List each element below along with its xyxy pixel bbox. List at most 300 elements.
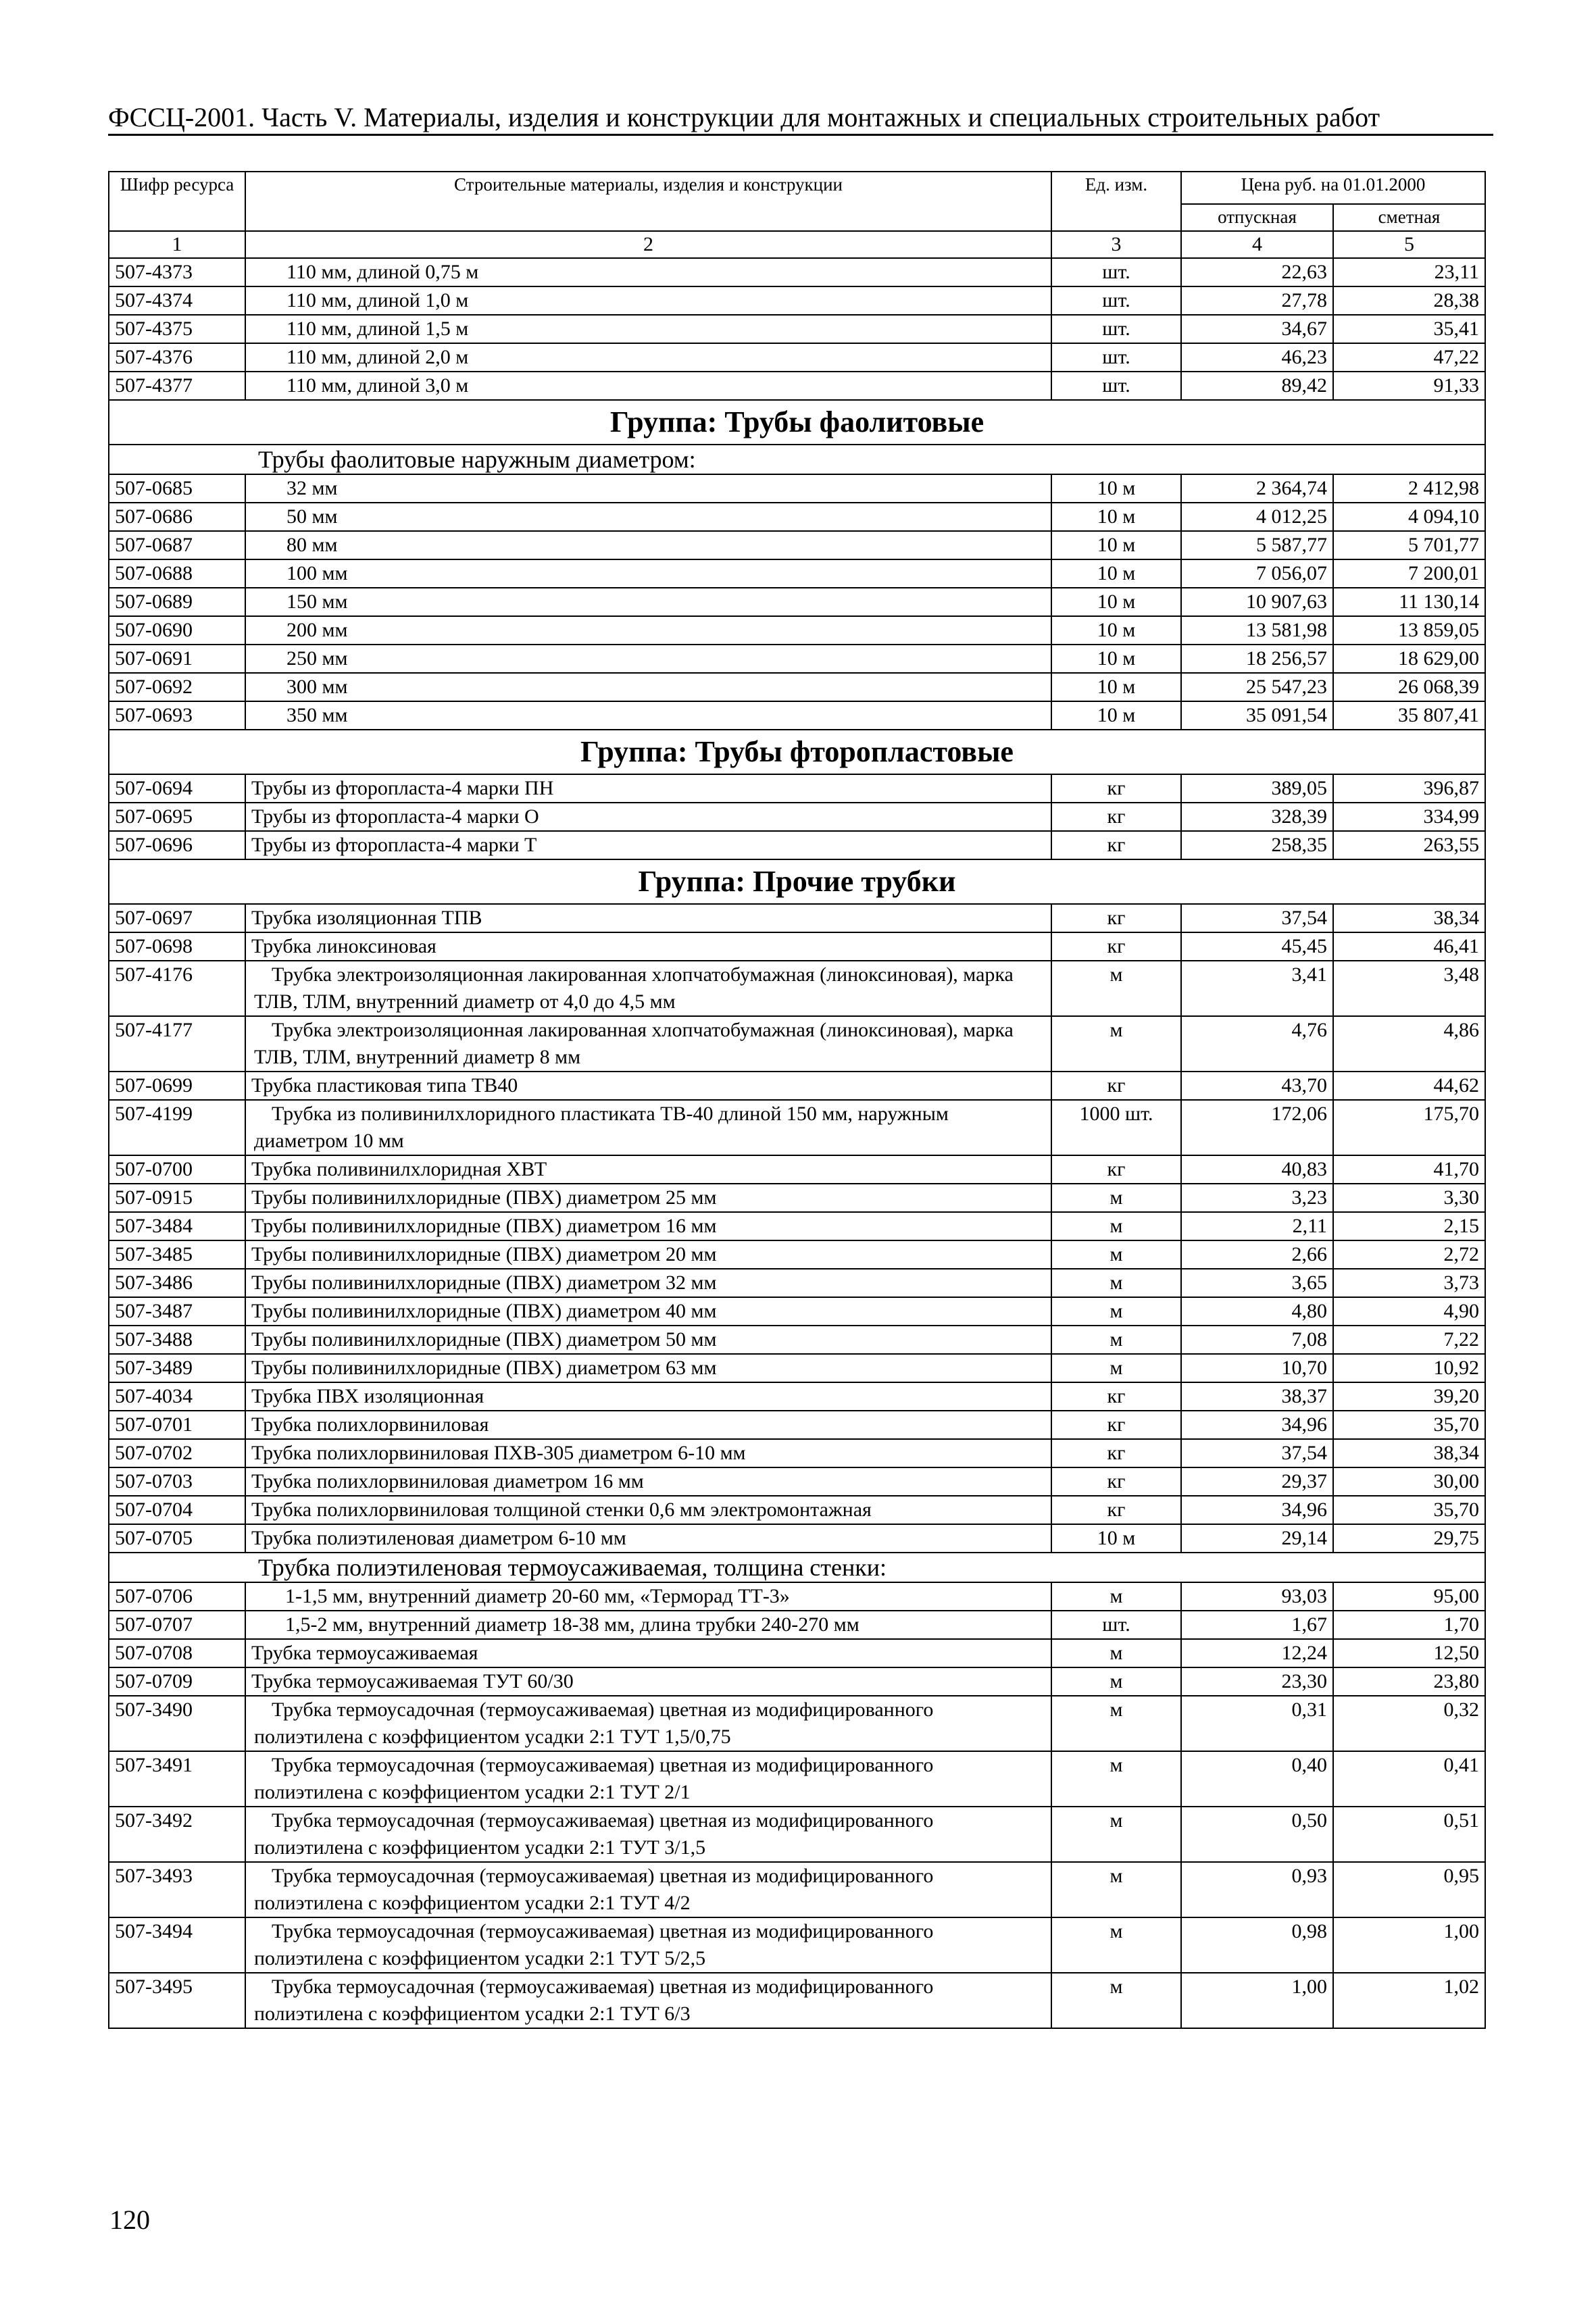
material-name: Трубы поливинилхлоридные (ПВХ) диаметром 25 мм: [245, 1184, 1051, 1212]
release-price: 7,08: [1181, 1326, 1333, 1354]
unit-of-measure: м: [1051, 1862, 1181, 1917]
material-name: Трубы из фторопласта-4 марки ПН: [245, 774, 1051, 803]
release-price: 3,41: [1181, 961, 1333, 1016]
release-price: 0,40: [1181, 1751, 1333, 1807]
release-price: 258,35: [1181, 831, 1333, 859]
estimate-price: 10,92: [1333, 1354, 1485, 1382]
unit-of-measure: кг: [1051, 803, 1181, 831]
material-name: Трубка термоусадочная (термоусаживаемая) цветная из модифицированного полиэтилена с коэффициентом усадки 2:1 ТУТ 6/3: [245, 1973, 1051, 2028]
resource-code: 507-0702: [109, 1439, 245, 1467]
table-row: [109, 904, 1485, 932]
subheading-row: [109, 445, 1485, 474]
release-price: 38,37: [1181, 1382, 1333, 1411]
unit-of-measure: м: [1051, 1751, 1181, 1807]
release-price: 22,63: [1181, 258, 1333, 286]
unit-of-measure: 10 м: [1051, 616, 1181, 645]
table-row: [109, 774, 1485, 803]
col-header-release-price: отпускная: [1181, 204, 1333, 231]
table-row: [109, 474, 1485, 503]
material-name: Трубка изоляционная ТПВ: [245, 904, 1051, 932]
release-price: 4,76: [1181, 1016, 1333, 1072]
unit-of-measure: 10 м: [1051, 474, 1181, 503]
resource-code: 507-0915: [109, 1184, 245, 1212]
unit-of-measure: кг: [1051, 1439, 1181, 1467]
unit-of-measure: м: [1051, 1269, 1181, 1297]
release-price: 27,78: [1181, 286, 1333, 315]
material-name: 1-1,5 мм, внутренний диаметр 20-60 мм, «Терморад ТТ-3»: [245, 1582, 1051, 1611]
estimate-price: 38,34: [1333, 1439, 1485, 1467]
group-title: Группа: Трубы фторопластовые: [109, 730, 1485, 774]
material-name: 1,5-2 мм, внутренний диаметр 18-38 мм, длина трубки 240-270 мм: [245, 1611, 1051, 1639]
material-name: Трубка полихлорвиниловая диаметром 16 мм: [245, 1467, 1051, 1496]
table-row: [109, 1212, 1485, 1240]
unit-of-measure: 10 м: [1051, 503, 1181, 531]
estimate-price: 3,73: [1333, 1269, 1485, 1297]
unit-of-measure: м: [1051, 1807, 1181, 1862]
material-name: 100 мм: [245, 559, 1051, 588]
table-row: [109, 1467, 1485, 1496]
resource-code: 507-3488: [109, 1326, 245, 1354]
resource-code: 507-4199: [109, 1100, 245, 1155]
estimate-price: 35,41: [1333, 315, 1485, 343]
material-name: Трубка термоусаживаемая ТУТ 60/30: [245, 1667, 1051, 1696]
resource-code: 507-3495: [109, 1973, 245, 2028]
table-row: [109, 1639, 1485, 1667]
group-heading-row: [109, 859, 1485, 904]
release-price: 7 056,07: [1181, 559, 1333, 588]
material-name: 250 мм: [245, 645, 1051, 673]
unit-of-measure: м: [1051, 1354, 1181, 1382]
release-price: 5 587,77: [1181, 531, 1333, 559]
resource-code: 507-3484: [109, 1212, 245, 1240]
estimate-price: 23,11: [1333, 258, 1485, 286]
table-row: [109, 503, 1485, 531]
estimate-price: 0,51: [1333, 1807, 1485, 1862]
unit-of-measure: м: [1051, 1016, 1181, 1072]
col-number: 1: [109, 231, 245, 258]
material-name: 50 мм: [245, 503, 1051, 531]
material-name: Трубка термоусадочная (термоусаживаемая) цветная из модифицированного полиэтилена с коэффициентом усадки 2:1 ТУТ 3/1,5: [245, 1807, 1051, 1862]
running-header: ФССЦ-2001. Часть V. Материалы, изделия и конструкции для монтажных и специальных строительных работ: [108, 102, 1380, 132]
unit-of-measure: м: [1051, 1973, 1181, 2028]
unit-of-measure: 10 м: [1051, 701, 1181, 730]
estimate-price: 5 701,77: [1333, 531, 1485, 559]
col-header-price-group: Цена руб. на 01.01.2000: [1181, 172, 1485, 204]
table-row: [109, 1439, 1485, 1467]
table-row: [109, 1016, 1485, 1072]
table-row: [109, 1297, 1485, 1326]
table-row: [109, 1862, 1485, 1917]
table-row: [109, 343, 1485, 372]
resource-code: 507-3492: [109, 1807, 245, 1862]
material-name: Трубка из поливинилхлоридного пластиката ТВ-40 длиной 150 мм, наружным диаметром 10 мм: [245, 1100, 1051, 1155]
material-name: 110 мм, длиной 1,0 м: [245, 286, 1051, 315]
material-name: Трубка полихлорвиниловая толщиной стенки 0,6 мм электромонтажная: [245, 1496, 1051, 1524]
resource-code: 507-0708: [109, 1639, 245, 1667]
table-row: [109, 961, 1485, 1016]
estimate-price: 30,00: [1333, 1467, 1485, 1496]
release-price: 25 547,23: [1181, 673, 1333, 701]
unit-of-measure: кг: [1051, 1496, 1181, 1524]
material-name: Трубы из фторопласта-4 марки О: [245, 803, 1051, 831]
material-name: 80 мм: [245, 531, 1051, 559]
col-number: 3: [1051, 231, 1181, 258]
resource-code: 507-3493: [109, 1862, 245, 1917]
estimate-price: 44,62: [1333, 1072, 1485, 1100]
material-name: Трубка полихлорвиниловая: [245, 1411, 1051, 1439]
release-price: 172,06: [1181, 1100, 1333, 1155]
resource-code: 507-0697: [109, 904, 245, 932]
estimate-price: 4,86: [1333, 1016, 1485, 1072]
resource-code: 507-4377: [109, 372, 245, 400]
material-name: Трубка термоусадочная (термоусаживаемая) цветная из модифицированного полиэтилена с коэффициентом усадки 2:1 ТУТ 4/2: [245, 1862, 1051, 1917]
unit-of-measure: м: [1051, 961, 1181, 1016]
estimate-price: 12,50: [1333, 1639, 1485, 1667]
estimate-price: 23,80: [1333, 1667, 1485, 1696]
table-row: [109, 1696, 1485, 1751]
estimate-price: 38,34: [1333, 904, 1485, 932]
unit-of-measure: кг: [1051, 1155, 1181, 1184]
group-heading-row: [109, 730, 1485, 774]
resource-code: 507-4177: [109, 1016, 245, 1072]
estimate-price: 1,02: [1333, 1973, 1485, 2028]
table-row: [109, 286, 1485, 315]
unit-of-measure: м: [1051, 1582, 1181, 1611]
table-row: [109, 673, 1485, 701]
subheading-row: [109, 1553, 1485, 1582]
material-name: 350 мм: [245, 701, 1051, 730]
release-price: 0,31: [1181, 1696, 1333, 1751]
material-name: Трубка полихлорвиниловая ПХВ-305 диаметром 6-10 мм: [245, 1439, 1051, 1467]
estimate-price: 35,70: [1333, 1411, 1485, 1439]
release-price: 328,39: [1181, 803, 1333, 831]
resource-code: 507-0705: [109, 1524, 245, 1553]
release-price: 34,96: [1181, 1411, 1333, 1439]
resource-code: 507-0707: [109, 1611, 245, 1639]
table-row: [109, 1354, 1485, 1382]
release-price: 29,14: [1181, 1524, 1333, 1553]
unit-of-measure: м: [1051, 1240, 1181, 1269]
estimate-price: 1,00: [1333, 1917, 1485, 1973]
release-price: 2,66: [1181, 1240, 1333, 1269]
material-name: 110 мм, длиной 3,0 м: [245, 372, 1051, 400]
estimate-price: 91,33: [1333, 372, 1485, 400]
unit-of-measure: м: [1051, 1667, 1181, 1696]
resource-code: 507-0706: [109, 1582, 245, 1611]
subheading: Трубка полиэтиленовая термоусаживаемая, толщина стенки:: [109, 1553, 1485, 1582]
resource-code: 507-0691: [109, 645, 245, 673]
estimate-price: 4,90: [1333, 1297, 1485, 1326]
material-name: Трубка линоксиновая: [245, 932, 1051, 961]
estimate-price: 26 068,39: [1333, 673, 1485, 701]
material-name: Трубка полиэтиленовая диаметром 6-10 мм: [245, 1524, 1051, 1553]
resource-code: 507-0690: [109, 616, 245, 645]
resource-code: 507-3486: [109, 1269, 245, 1297]
table-row: [109, 258, 1485, 286]
release-price: 93,03: [1181, 1582, 1333, 1611]
material-name: Трубка пластиковая типа ТВ40: [245, 1072, 1051, 1100]
price-table: [108, 171, 1486, 2029]
resource-code: 507-0692: [109, 673, 245, 701]
table-row: [109, 803, 1485, 831]
unit-of-measure: шт.: [1051, 315, 1181, 343]
table-row: [109, 1184, 1485, 1212]
col-header-name: Строительные материалы, изделия и конструкции: [245, 172, 1051, 231]
unit-of-measure: м: [1051, 1184, 1181, 1212]
release-price: 35 091,54: [1181, 701, 1333, 730]
estimate-price: 396,87: [1333, 774, 1485, 803]
resource-code: 507-4374: [109, 286, 245, 315]
estimate-price: 3,48: [1333, 961, 1485, 1016]
unit-of-measure: 10 м: [1051, 1524, 1181, 1553]
material-name: Трубы поливинилхлоридные (ПВХ) диаметром 16 мм: [245, 1212, 1051, 1240]
resource-code: 507-4176: [109, 961, 245, 1016]
unit-of-measure: кг: [1051, 1411, 1181, 1439]
resource-code: 507-0687: [109, 531, 245, 559]
unit-of-measure: кг: [1051, 1072, 1181, 1100]
unit-of-measure: шт.: [1051, 343, 1181, 372]
table-row: [109, 932, 1485, 961]
release-price: 37,54: [1181, 904, 1333, 932]
release-price: 0,98: [1181, 1917, 1333, 1973]
release-price: 89,42: [1181, 372, 1333, 400]
table-row: [109, 1667, 1485, 1696]
material-name: 150 мм: [245, 588, 1051, 616]
unit-of-measure: кг: [1051, 904, 1181, 932]
resource-code: 507-4373: [109, 258, 245, 286]
release-price: 1,00: [1181, 1973, 1333, 2028]
resource-code: 507-3487: [109, 1297, 245, 1326]
estimate-price: 95,00: [1333, 1582, 1485, 1611]
estimate-price: 263,55: [1333, 831, 1485, 859]
material-name: Трубы поливинилхлоридные (ПВХ) диаметром 63 мм: [245, 1354, 1051, 1382]
col-header-unit: Ед. изм.: [1051, 172, 1181, 231]
resource-code: 507-0686: [109, 503, 245, 531]
unit-of-measure: 10 м: [1051, 559, 1181, 588]
estimate-price: 7,22: [1333, 1326, 1485, 1354]
resource-code: 507-0695: [109, 803, 245, 831]
material-name: Трубка ПВХ изоляционная: [245, 1382, 1051, 1411]
table-row: [109, 1524, 1485, 1553]
table-row: [109, 701, 1485, 730]
material-name: Трубы поливинилхлоридные (ПВХ) диаметром 50 мм: [245, 1326, 1051, 1354]
unit-of-measure: м: [1051, 1696, 1181, 1751]
release-price: 4 012,25: [1181, 503, 1333, 531]
unit-of-measure: кг: [1051, 831, 1181, 859]
resource-code: 507-0698: [109, 932, 245, 961]
estimate-price: 7 200,01: [1333, 559, 1485, 588]
col-number: 4: [1181, 231, 1333, 258]
release-price: 13 581,98: [1181, 616, 1333, 645]
estimate-price: 11 130,14: [1333, 588, 1485, 616]
resource-code: 507-0696: [109, 831, 245, 859]
release-price: 34,67: [1181, 315, 1333, 343]
material-name: 300 мм: [245, 673, 1051, 701]
unit-of-measure: кг: [1051, 774, 1181, 803]
unit-of-measure: кг: [1051, 932, 1181, 961]
unit-of-measure: м: [1051, 1639, 1181, 1667]
estimate-price: 1,70: [1333, 1611, 1485, 1639]
release-price: 45,45: [1181, 932, 1333, 961]
estimate-price: 29,75: [1333, 1524, 1485, 1553]
material-name: Трубы поливинилхлоридные (ПВХ) диаметром 40 мм: [245, 1297, 1051, 1326]
table-row: [109, 1496, 1485, 1524]
release-price: 10,70: [1181, 1354, 1333, 1382]
release-price: 0,50: [1181, 1807, 1333, 1862]
table-row: [109, 645, 1485, 673]
page-number: 120: [109, 2205, 150, 2235]
subheading: Трубы фаолитовые наружным диаметром:: [109, 445, 1485, 474]
resource-code: 507-3491: [109, 1751, 245, 1807]
material-name: Трубка термоусадочная (термоусаживаемая) цветная из модифицированного полиэтилена с коэффициентом усадки 2:1 ТУТ 5/2,5: [245, 1917, 1051, 1973]
release-price: 23,30: [1181, 1667, 1333, 1696]
unit-of-measure: кг: [1051, 1382, 1181, 1411]
col-header-code: Шифр ресурса: [109, 172, 245, 231]
release-price: 37,54: [1181, 1439, 1333, 1467]
estimate-price: 28,38: [1333, 286, 1485, 315]
resource-code: 507-0704: [109, 1496, 245, 1524]
material-name: 32 мм: [245, 474, 1051, 503]
material-name: 110 мм, длиной 0,75 м: [245, 258, 1051, 286]
table-row: [109, 1917, 1485, 1973]
resource-code: 507-0709: [109, 1667, 245, 1696]
release-price: 18 256,57: [1181, 645, 1333, 673]
estimate-price: 2 412,98: [1333, 474, 1485, 503]
material-name: 200 мм: [245, 616, 1051, 645]
table-row: [109, 616, 1485, 645]
table-row: [109, 1973, 1485, 2028]
col-header-estimate-price: сметная: [1333, 204, 1485, 231]
release-price: 0,93: [1181, 1862, 1333, 1917]
group-heading-row: [109, 400, 1485, 445]
release-price: 12,24: [1181, 1639, 1333, 1667]
estimate-price: 2,15: [1333, 1212, 1485, 1240]
estimate-price: 0,41: [1333, 1751, 1485, 1807]
estimate-price: 334,99: [1333, 803, 1485, 831]
table-row: [109, 1382, 1485, 1411]
release-price: 34,96: [1181, 1496, 1333, 1524]
estimate-price: 4 094,10: [1333, 503, 1485, 531]
table-row: [109, 1240, 1485, 1269]
unit-of-measure: шт.: [1051, 258, 1181, 286]
unit-of-measure: 10 м: [1051, 673, 1181, 701]
material-name: Трубка электроизоляционная лакированная хлопчатобумажная (линоксиновая), марка ТЛВ, ТЛМ, внутренний диаметр 8 мм: [245, 1016, 1051, 1072]
release-price: 2 364,74: [1181, 474, 1333, 503]
release-price: 10 907,63: [1181, 588, 1333, 616]
material-name: 110 мм, длиной 1,5 м: [245, 315, 1051, 343]
resource-code: 507-3490: [109, 1696, 245, 1751]
material-name: Трубка электроизоляционная лакированная хлопчатобумажная (линоксиновая), марка ТЛВ, ТЛМ, внутренний диаметр от 4,0 до 4,5 мм: [245, 961, 1051, 1016]
unit-of-measure: м: [1051, 1297, 1181, 1326]
unit-of-measure: шт.: [1051, 372, 1181, 400]
unit-of-measure: шт.: [1051, 286, 1181, 315]
estimate-price: 2,72: [1333, 1240, 1485, 1269]
resource-code: 507-0693: [109, 701, 245, 730]
resource-code: 507-0685: [109, 474, 245, 503]
resource-code: 507-3485: [109, 1240, 245, 1269]
estimate-price: 175,70: [1333, 1100, 1485, 1155]
resource-code: 507-0689: [109, 588, 245, 616]
estimate-price: 0,32: [1333, 1696, 1485, 1751]
release-price: 389,05: [1181, 774, 1333, 803]
material-name: Трубка термоусадочная (термоусаживаемая) цветная из модифицированного полиэтилена с коэффициентом усадки 2:1 ТУТ 1,5/0,75: [245, 1696, 1051, 1751]
resource-code: 507-0700: [109, 1155, 245, 1184]
table-row: [109, 1072, 1485, 1100]
col-number: 2: [245, 231, 1051, 258]
table-row: [109, 1807, 1485, 1862]
table-row: [109, 1326, 1485, 1354]
header-rule: [108, 134, 1493, 136]
material-name: Трубка термоусаживаемая: [245, 1639, 1051, 1667]
unit-of-measure: 10 м: [1051, 531, 1181, 559]
estimate-price: 18 629,00: [1333, 645, 1485, 673]
release-price: 3,65: [1181, 1269, 1333, 1297]
resource-code: 507-3494: [109, 1917, 245, 1973]
resource-code: 507-4376: [109, 343, 245, 372]
table-row: [109, 531, 1485, 559]
unit-of-measure: 10 м: [1051, 588, 1181, 616]
unit-of-measure: 1000 шт.: [1051, 1100, 1181, 1155]
unit-of-measure: м: [1051, 1212, 1181, 1240]
unit-of-measure: кг: [1051, 1467, 1181, 1496]
resource-code: 507-0703: [109, 1467, 245, 1496]
unit-of-measure: м: [1051, 1917, 1181, 1973]
estimate-price: 39,20: [1333, 1382, 1485, 1411]
table-row: [109, 315, 1485, 343]
material-name: Трубы из фторопласта-4 марки Т: [245, 831, 1051, 859]
unit-of-measure: шт.: [1051, 1611, 1181, 1639]
table-row: [109, 1269, 1485, 1297]
resource-code: 507-0699: [109, 1072, 245, 1100]
release-price: 43,70: [1181, 1072, 1333, 1100]
estimate-price: 35 807,41: [1333, 701, 1485, 730]
table-row: [109, 588, 1485, 616]
table-row: [109, 1582, 1485, 1611]
material-name: Трубы поливинилхлоридные (ПВХ) диаметром 20 мм: [245, 1240, 1051, 1269]
release-price: 40,83: [1181, 1155, 1333, 1184]
estimate-price: 35,70: [1333, 1496, 1485, 1524]
col-number: 5: [1333, 231, 1485, 258]
material-name: Трубка поливинилхлоридная ХВТ: [245, 1155, 1051, 1184]
table-row: [109, 1100, 1485, 1155]
resource-code: 507-0694: [109, 774, 245, 803]
resource-code: 507-4375: [109, 315, 245, 343]
release-price: 29,37: [1181, 1467, 1333, 1496]
estimate-price: 41,70: [1333, 1155, 1485, 1184]
estimate-price: 46,41: [1333, 932, 1485, 961]
resource-code: 507-0688: [109, 559, 245, 588]
release-price: 46,23: [1181, 343, 1333, 372]
unit-of-measure: 10 м: [1051, 645, 1181, 673]
group-title: Группа: Трубы фаолитовые: [109, 400, 1485, 445]
table-row: [109, 372, 1485, 400]
material-name: 110 мм, длиной 2,0 м: [245, 343, 1051, 372]
material-name: Трубы поливинилхлоридные (ПВХ) диаметром 32 мм: [245, 1269, 1051, 1297]
table-row: [109, 1155, 1485, 1184]
estimate-price: 47,22: [1333, 343, 1485, 372]
resource-code: 507-3489: [109, 1354, 245, 1382]
table-row: [109, 1411, 1485, 1439]
estimate-price: 13 859,05: [1333, 616, 1485, 645]
release-price: 4,80: [1181, 1297, 1333, 1326]
estimate-price: 0,95: [1333, 1862, 1485, 1917]
release-price: 2,11: [1181, 1212, 1333, 1240]
release-price: 1,67: [1181, 1611, 1333, 1639]
column-numbers-row: [109, 231, 1485, 258]
resource-code: 507-0701: [109, 1411, 245, 1439]
material-name: Трубка термоусадочная (термоусаживаемая) цветная из модифицированного полиэтилена с коэффициентом усадки 2:1 ТУТ 2/1: [245, 1751, 1051, 1807]
release-price: 3,23: [1181, 1184, 1333, 1212]
